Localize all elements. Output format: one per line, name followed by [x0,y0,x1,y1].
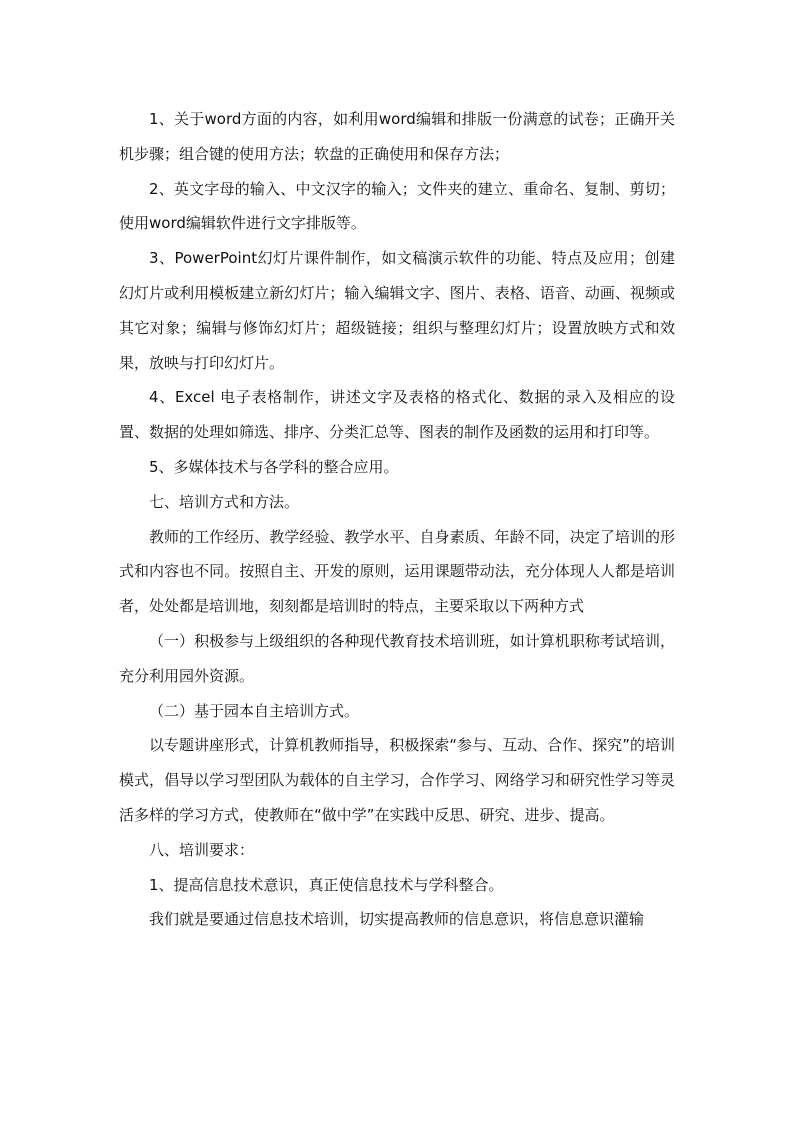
paragraph-information-awareness: 我们就是要通过信息技术培训，切实提高教师的信息意识，将信息意识灌输 [149,910,645,929]
paragraph-internal-training: （二）基于园本自主培训方式。 [149,701,360,720]
section-heading-training-requirements: 八、培训要求： [149,840,255,859]
paragraph-lecture-format: 以专题讲座形式，计算机教师指导，积极探索“参与、互动、合作、探究”的培训模式，倡导以学习型团队为载体的自主学习，合作学习、网络学习和研究性学习等灵活多样的学习方式，使教师在“做中学”在实践中反思、研究、进步、提高。 [119,736,675,824]
document-body [119,102,675,937]
paragraph-multimedia: 5、多媒体技术与各学科的整合应用。 [149,457,399,476]
paragraph-requirement-1: 1、提高信息技术意识，真正使信息技术与学科整合。 [149,875,504,894]
paragraph-external-training: （一）积极参与上级组织的各种现代教育技术培训班，如计算机职称考试培训，充分利用园外资源。 [119,631,675,685]
section-heading-training-methods: 七、培训方式和方法。 [149,492,300,511]
paragraph-input-methods: 2、英文字母的输入、中文汉字的输入；文件夹的建立、重命名、复制、剪切；使用word编辑软件进行文字排版等。 [119,179,675,233]
paragraph-powerpoint: 3、PowerPoint幻灯片课件制作，如文稿演示软件的功能、特点及应用；创建幻灯片或利用模板建立新幻灯片；输入编辑文字、图片、表格、语音、动画、视频或其它对象；编辑与修饰幻灯片；超级链接；组织与整理幻灯片；设置放映方式和效果，放映与打印幻灯片。 [119,249,675,372]
paragraph-excel: 4、Excel 电子表格制作，讲述文字及表格的格式化、数据的录入及相应的设置、数据的处理如筛选、排序、分类汇总等、图表的制作及函数的运用和打印等。 [119,388,675,442]
paragraph-training-forms: 教师的工作经历、教学经验、教学水平、自身素质、年龄不同，决定了培训的形式和内容也不同。按照自主、开发的原则，运用课题带动法，充分体现人人都是培训者，处处都是培训地，刻刻都是培训时的特点，主要采取以下两种方式 [119,527,675,616]
paragraph-word-content: 1、关于word方面的内容，如利用word编辑和排版一份满意的试卷；正确开关机步骤；组合键的使用方法；软盘的正确使用和保存方法； [119,110,675,163]
